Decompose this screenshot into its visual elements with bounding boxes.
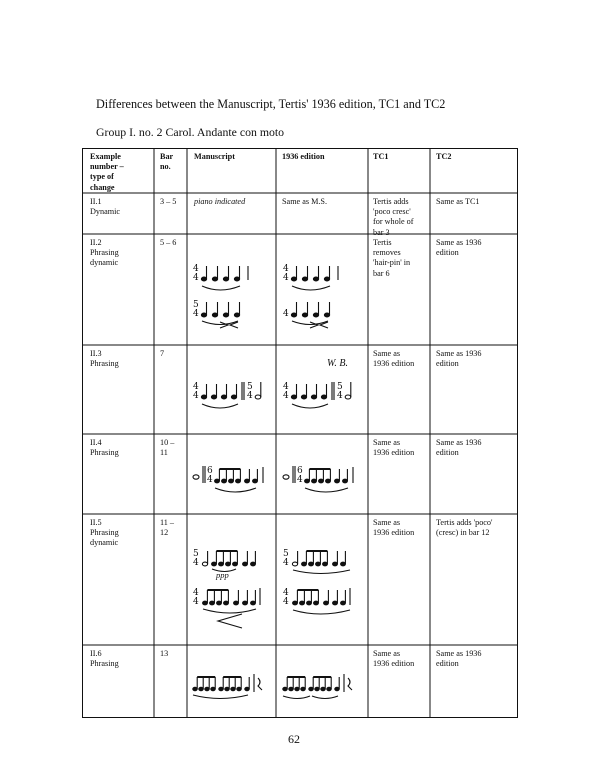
row-ii1-tc1 <box>373 197 427 238</box>
svg-text:4: 4 <box>283 273 289 283</box>
tc2-line: Same as 1936 <box>436 238 482 247</box>
svg-text:4: 4 <box>193 597 199 607</box>
tc1-line: 1936 edition <box>373 448 415 458</box>
row-ii5-bar <box>160 518 184 538</box>
row-ii3-tc1 <box>373 349 427 369</box>
header-bar <box>160 152 184 172</box>
tc1-line: Tertis adds <box>373 197 409 206</box>
bar-line: 5 – 6 <box>160 238 177 247</box>
row-ii6-bar <box>160 649 184 659</box>
row-ii2-tc2 <box>436 238 512 258</box>
header-example-line: change <box>90 182 115 192</box>
row-ii5-tc1 <box>373 518 427 538</box>
tc1-line: 1936 edition <box>373 528 415 538</box>
row-ii3-example <box>90 349 154 369</box>
example-line: II.1 <box>90 197 102 206</box>
svg-text:4: 4 <box>193 309 199 319</box>
tc2-line: edition <box>436 448 459 458</box>
music-example-ii4-manuscript <box>190 461 274 501</box>
group-heading: Group I. no. 2 Carol. Andante con moto <box>96 125 285 139</box>
row-ii1-bar <box>160 197 184 207</box>
svg-text:6: 6 <box>207 466 213 476</box>
tc2-line: Same as TC1 <box>436 197 480 206</box>
bar-line: 10 – <box>160 438 175 447</box>
svg-text:4: 4 <box>193 391 199 401</box>
tc1-line: 'poco cresc' <box>373 207 411 217</box>
example-line: II.6 <box>90 649 102 658</box>
row-ii3-bar <box>160 349 184 359</box>
tc1-line: 'hair-pin' in <box>373 258 411 268</box>
example-line: Dynamic <box>90 207 121 217</box>
row-ii5-tc2 <box>436 518 512 538</box>
header-example-line: Example <box>90 152 121 161</box>
svg-text:4: 4 <box>193 382 199 392</box>
row-ii4-bar <box>160 438 184 458</box>
tc2-line: Tertis adds 'poco' <box>436 518 493 527</box>
example-line: Phrasing <box>90 359 119 369</box>
music-example-ii2-manuscript <box>190 258 274 333</box>
header-example-line: type of <box>90 172 114 182</box>
music-example-ii4-edition <box>280 461 364 501</box>
tc2-line: Same as 1936 <box>436 649 482 658</box>
example-line: II.4 <box>90 438 102 447</box>
header-1936-edition: 1936 edition <box>282 152 325 161</box>
svg-text:4: 4 <box>283 588 289 598</box>
music-example-ii6-edition <box>280 668 364 708</box>
example-line: II.5 <box>90 518 102 527</box>
svg-text:4: 4 <box>247 391 253 401</box>
bar-line: 11 <box>160 448 168 458</box>
svg-text:4: 4 <box>283 264 289 274</box>
page-number: 62 <box>288 732 300 746</box>
tc1-line: removes <box>373 248 401 258</box>
row-ii2-tc1 <box>373 238 427 279</box>
example-line: dynamic <box>90 258 119 268</box>
header-bar-line: Bar <box>160 152 174 161</box>
bar-line: 12 <box>160 528 169 538</box>
row-ii1-tc2 <box>436 197 512 207</box>
music-example-ii5-manuscript <box>190 543 274 633</box>
document-title: Differences between the Manuscript, Tertis' 1936 edition, TC1 and TC2 <box>96 97 446 111</box>
tc1-line: Same as <box>373 649 401 658</box>
svg-text:4: 4 <box>207 475 213 485</box>
svg-text:5: 5 <box>337 382 343 392</box>
svg-text:5: 5 <box>193 549 199 559</box>
svg-text:4: 4 <box>193 558 199 568</box>
svg-text:4: 4 <box>193 264 199 274</box>
svg-text:4: 4 <box>283 558 289 568</box>
tc1-line: Same as <box>373 518 401 527</box>
row-ii1-edition: Same as M.S. <box>282 197 328 206</box>
svg-text:4: 4 <box>297 475 303 485</box>
svg-text:6: 6 <box>297 466 303 476</box>
svg-text:4: 4 <box>283 309 289 319</box>
row-ii2-example <box>90 238 154 269</box>
svg-text:4: 4 <box>283 597 289 607</box>
ppp-marking: ppp <box>216 570 229 580</box>
row-ii3-tc2 <box>436 349 512 369</box>
tc1-line: 1936 edition <box>373 359 415 369</box>
example-line: Phrasing <box>90 248 119 258</box>
bar-line: 7 <box>160 349 165 358</box>
row-ii6-example <box>90 649 154 669</box>
tc2-line: edition <box>436 359 459 369</box>
row-ii4-example <box>90 438 154 458</box>
tc1-line: Tertis <box>373 238 392 247</box>
bar-line: 13 <box>160 649 169 658</box>
tc2-line: Same as 1936 <box>436 438 482 447</box>
bar-line: 11 – <box>160 518 175 527</box>
tc2-line: edition <box>436 248 459 258</box>
row-ii4-tc2 <box>436 438 512 458</box>
svg-text:4: 4 <box>283 391 289 401</box>
svg-text:4: 4 <box>193 588 199 598</box>
tc1-line: 1936 edition <box>373 659 415 669</box>
comparison-table <box>82 148 518 718</box>
svg-text:5: 5 <box>193 300 199 310</box>
example-line: dynamic <box>90 538 119 548</box>
example-line: Phrasing <box>90 659 119 669</box>
row-ii2-bar <box>160 238 184 248</box>
handwritten-annotation: W. B. <box>327 358 349 369</box>
svg-text:5: 5 <box>283 549 289 559</box>
row-ii1-manuscript: piano indicated <box>194 197 246 206</box>
header-manuscript: Manuscript <box>194 152 235 161</box>
tc1-line: for whole of <box>373 217 414 227</box>
bar-line: 3 – 5 <box>160 197 177 206</box>
tc1-line: Same as <box>373 438 401 447</box>
music-example-ii6-manuscript <box>190 668 274 708</box>
tc2-line: Same as 1936 <box>436 349 482 358</box>
svg-text:4: 4 <box>337 391 343 401</box>
music-example-ii2-edition <box>280 258 364 333</box>
tc2-line: edition <box>436 659 459 669</box>
example-line: II.3 <box>90 349 102 358</box>
example-line: Phrasing <box>90 528 119 538</box>
row-ii6-tc1 <box>373 649 427 669</box>
header-example <box>90 152 154 193</box>
tc2-line: (cresc) in bar 12 <box>436 528 490 538</box>
row-ii6-tc2 <box>436 649 512 669</box>
row-ii4-tc1 <box>373 438 427 458</box>
music-example-ii5-edition <box>280 543 364 633</box>
header-tc1: TC1 <box>373 152 389 161</box>
svg-text:4: 4 <box>283 382 289 392</box>
svg-text:4: 4 <box>193 273 199 283</box>
row-ii5-example <box>90 518 154 549</box>
music-example-ii3-manuscript <box>190 376 274 416</box>
row-ii1-example <box>90 197 154 217</box>
header-tc2: TC2 <box>436 152 452 161</box>
example-line: Phrasing <box>90 448 119 458</box>
svg-text:5: 5 <box>247 382 253 392</box>
tc1-line: Same as <box>373 349 401 358</box>
header-example-line: number – <box>90 162 124 172</box>
example-line: II.2 <box>90 238 102 247</box>
tc1-line: bar 3 <box>373 227 390 237</box>
music-example-ii3-edition <box>280 376 364 416</box>
tc1-line: bar 6 <box>373 268 390 278</box>
header-bar-line: no. <box>160 162 171 172</box>
